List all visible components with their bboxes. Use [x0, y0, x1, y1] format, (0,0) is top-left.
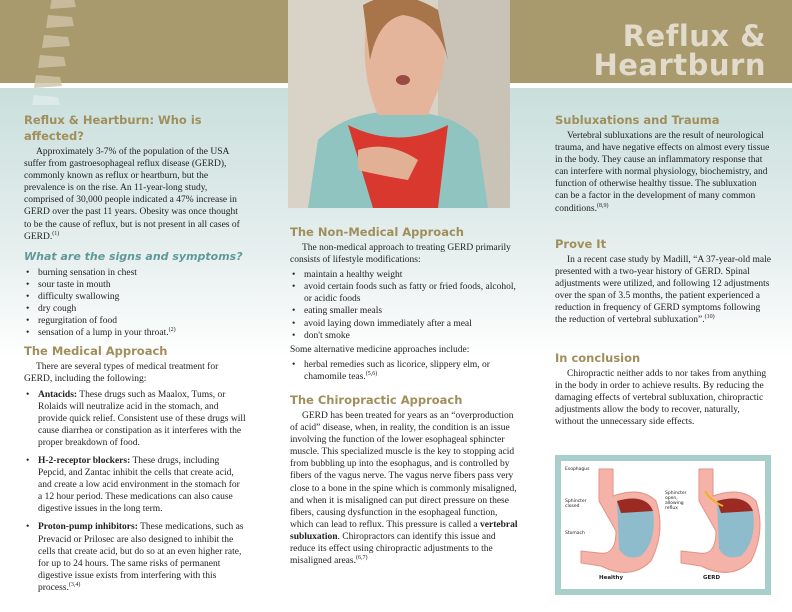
reference: (10) — [704, 314, 715, 321]
item-text: sensation of a lump in your throat. — [38, 328, 169, 339]
section-conclusion — [555, 350, 771, 455]
subluxations-text — [555, 130, 771, 215]
woman-heartburn-photo — [288, 0, 510, 208]
reference: (5,6) — [365, 370, 378, 377]
list-item: • don't smoke — [290, 330, 520, 342]
text: . Chiropractors can identify this issue and reduce its effect using chiropractic adjustments to the misaligned areas. — [290, 531, 496, 567]
alternative-list — [290, 359, 520, 383]
label-stomach: Stomach — [565, 531, 585, 536]
caption-gerd: GERD — [703, 575, 721, 581]
section-non-medical — [290, 224, 520, 392]
who-affected-text — [24, 146, 246, 243]
heading-conclusion: In conclusion — [555, 351, 641, 365]
symptoms-list — [24, 267, 246, 340]
brochure-title — [593, 19, 766, 82]
text: GERD has been treated for years as an “overproduction of acid” disease, when, in reality, the condition is an issue involving the function of the lower esophageal sphincter muscle. This specialized muscle is the key to stopping acid from bubbling up into the esophagus, and is controlled by fibers of the vagus nerve. The vagus nerve fibers pass very close to a bone in the spine which is commonly misaligned, and when it is misaligned can put direct pressure on these fibers, causing dysfunction in the esophageal function, which can lead to reflux. This pressure is called a — [290, 411, 517, 530]
reference: (6,7) — [355, 554, 368, 561]
list-item — [24, 455, 246, 515]
healthy-stomach — [581, 469, 660, 572]
list-item: • difficulty swallowing — [24, 291, 246, 303]
section-subluxations — [555, 112, 771, 236]
column-1 — [24, 112, 246, 594]
column-2 — [290, 224, 520, 567]
heading-non-medical: The Non-Medical Approach — [290, 225, 464, 239]
list-item: • dry cough — [24, 303, 246, 315]
item-text: These drugs, including Pepcid, and Zantac inhibit the cells that create acid, and create a low acid environment in the stomach for a 12 hour period. These medications can also cause digestive issues in the long term. — [38, 455, 240, 515]
title-line-1: Reflux & — [622, 19, 766, 53]
list-item: • regurgitation of food — [24, 315, 246, 327]
heading-chiropractic: The Chiropractic Approach — [290, 393, 463, 407]
non-medical-intro: The non-medical approach to treating GERD primarily consists of lifestyle modifications: — [290, 243, 511, 266]
text: In a recent case study by Madill, “A 37-year-old male presented with a two-year history of GERD. Spinal adjustments were utilized, and following 12 adjustments over the span of 3.5 months, the patient experienced a reduction in frequency of GERD symptoms following the reduction of vertebral subluxation”. — [555, 255, 771, 326]
label-esophagus: Esophagus — [565, 467, 590, 472]
gerd-stomach — [681, 469, 760, 572]
reference: (2) — [168, 327, 176, 334]
section-who-affected — [24, 112, 246, 343]
spine-graphic — [30, 0, 90, 105]
who-text: Approximately 3-7% of the population of the USA suffer from gastroesophageal reflux disease (GERD), commonly known as reflux or heartburn, but the prevalence is on the rise. An 11-year-long study, comprised of 30,000 people indicated a 47% increase in GERD over the past 11 years. Obesity was once thought to be the cause of reflux, but is not present in all cases of GERD. — [24, 147, 240, 242]
label-sphincter-closed: Sphincter closed — [565, 499, 587, 509]
item-text: These drugs such as Maalox, Tums, or Rolaids will neutralize acid in the stomach, and provide quick relief. Consistent use of these drugs will cause diarrhea or constipation as it interferes with the proper breakdown of food. — [38, 389, 246, 448]
list-item — [24, 521, 246, 594]
prove-it-text — [555, 254, 771, 327]
heading-medical: The Medical Approach — [24, 344, 168, 359]
conclusion-text: Chiropractic neither adds to nor takes from anything in the body in order to achieve results. By reducing the damaging effects of vertebral subluxation, chiropractic adjustments allow the body to recover, naturally, without the unnecessary side effects. — [555, 369, 767, 428]
list-item — [290, 359, 520, 383]
list-item: • eating smaller meals — [290, 305, 520, 317]
term: H-2-receptor blockers: — [38, 455, 131, 466]
title-line-2: Heartburn — [593, 48, 766, 82]
lifestyle-list — [290, 269, 520, 342]
bold-term: vertebral subluxation — [290, 519, 518, 542]
term: Proton-pump inhibitors: — [38, 522, 138, 533]
list-item: • sour taste in mouth — [24, 279, 246, 291]
section-medical — [24, 343, 246, 594]
list-item — [24, 327, 246, 339]
list-item: • burning sensation in chest — [24, 267, 246, 279]
heading-subluxations: Subluxations and Trauma — [555, 113, 720, 127]
alternative-intro: Some alternative medicine approaches include: — [290, 344, 470, 355]
reference: (3,4) — [68, 581, 81, 588]
heading-who-affected: Reflux & Heartburn: Who is affected? — [24, 113, 202, 143]
heading-symptoms: What are the signs and symptoms? — [24, 249, 243, 263]
reference: (1) — [52, 230, 60, 237]
label-sphincter-open: Sphincter open, allowing reflux — [665, 491, 687, 511]
stomach-diagram — [555, 455, 771, 595]
item-text: herbal remedies such as licorice, slippery elm, or chamomile teas. — [304, 359, 490, 382]
item-text: These medications, such as Prevacid or Prilosec are also designed to inhibit the cells that create acid, but do so at an even higher rate, for up to 24 hours. The same risks of permanent digestive issue exists from interfering with this process. — [38, 522, 244, 593]
reference: (8,9) — [596, 202, 609, 209]
list-item: • maintain a healthy weight — [290, 269, 520, 281]
term: Antacids: — [38, 389, 78, 400]
list-item: • avoid laying down immediately after a meal — [290, 318, 520, 330]
heading-prove-it: Prove It — [555, 237, 607, 251]
medical-intro: There are several types of medical treatment for GERD, including the following: — [24, 362, 219, 385]
list-item: • avoid certain foods such as fatty or fried foods, alcohol, or acidic foods — [290, 281, 520, 305]
column-3 — [555, 112, 771, 595]
medical-list — [24, 389, 246, 595]
caption-healthy: Healthy — [599, 575, 624, 581]
list-item — [24, 389, 246, 449]
section-prove-it — [555, 236, 771, 350]
text: Vertebral subluxations are the result of neurological trauma, and have negative effects on almost every tissue in the body. They cause an inflammatory response that can interfere with normal physiology, biochemistry, and function of otherwise healthy tissue. The subluxation can be a factor in the development of many common conditions. — [555, 131, 770, 214]
section-chiropractic — [290, 392, 520, 567]
chiropractic-text — [290, 410, 520, 567]
